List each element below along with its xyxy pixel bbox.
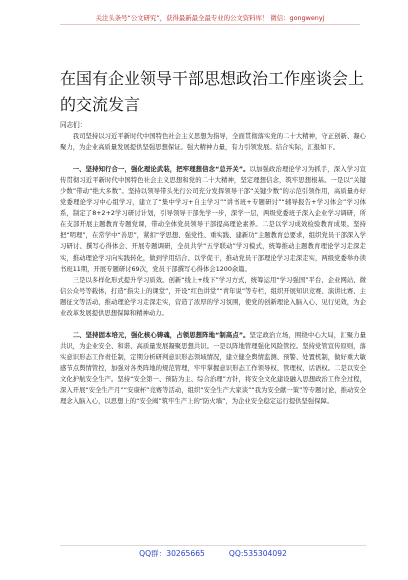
body-paragraph-section-1: 一、坚持知行合一，强化理论武装，把牢理想信念“总开关”。以加强政治理论学习为抓手，深入学习宣传贯彻习近平新时代中国特色社会主义思想和党的二十大精神，坚定理想信念，筑牢思想根基。一是以“关键少数”带动“绝大多数”。坚持以领导带头先行公司充分发挥领导干部“关键少数”的示范引领作用，高质量办好党委理论学习中心组学习，建立了“集中学习+自主学习”“讲书班+专题研讨”“辅导报告+学习体会”学习体系，制定了8+2+2学习研讨计划，引导领导干部先学一步，深学一层，两级党委班子深入企业学习调研，所在支部开展主题教育专题党课，带动全体党员领导干部提高理论素养。二是以学习成效检验教育成果。坚持把“明理”，在常学中“善思”，紧扣“学思想、强党性、重实践、建新功”主题教育总要求，组织党员干部深入学习研讨、撰写心得体会、开展专题调研，全员共学“五学联动”学习模式，统筹推动主题教育理论学习走深走实，推动理论学习向实践转化，做到学用结合、以学促干，推动党员干部理论学习走深走实，两级党委举办读书班11期，开展专题研讨69次，党员干部撰写心得体会1200余篇。 — [60, 166, 366, 273]
qq-group-text: QQ群：30265665 — [139, 549, 205, 558]
promo-banner: 关注头条号“公文研究”，获得最新最全最专业的公文资料库！ 微信：gongwenyj — [60, 12, 360, 25]
document-title: 在国有企业领导干部思想政治工作座谈会上的交流发言 — [60, 69, 365, 114]
qq-contact-text: QQ:535304092 — [228, 549, 287, 558]
body-paragraph-intro: 我司坚持以习近平新时代中国特色社会主义思想为指导，全面贯彻落实党的二十大精神，守正创新、凝心聚力，为企业高质量发展提供坚强思想保证。强大精神力量，有力引领发展。结合实际，汇报如下。 — [60, 133, 366, 152]
section-2-heading: 二、坚持固本培元，强化核心铸魂，占领思想阵地“制高点”。 — [72, 331, 250, 339]
body-paragraph-section-1-cont: 三是以多样化形式提升学习质效。创新“线上+线下”学习方式，统筹运用“学习强国”平台、企业网站、微信公众号等载体，打造“指尖上的课堂”，开设“红色讲堂”“青年说”等专栏，组织开展知识竞赛、演讲比赛、主题征文等活动，推动理论学习走深走实，营造了浓厚的学习氛围，使党的创新理论入脑入心、见行见效，为企业改革发展提供思想保障和精神动力。 — [60, 276, 366, 317]
contact-footer — [60, 545, 366, 561]
document-body — [60, 131, 366, 407]
salutation: 同志们： — [60, 121, 87, 129]
body-paragraph-section-2: 二、坚持固本培元，强化核心铸魂，占领思想阵地“制高点”。坚定政治立场，围绕中心大局，汇聚力量共识，为企业安全、和谐、高质量发展凝聚思想共识。一是以阵地管理强化风险管控。坚持党管宣传原则，落实意识形态工作责任制，定期分析研判意识形态领域情况，建立健全舆情监测、预警、处置机制，做好重大敏感节点舆情管控，加强对各类阵地的规范管理，牢牢掌握意识形态工作领导权、管理权、话语权。二是以安全文化护航安全生产。坚持“安全第一、预防为主、综合治理”方针，将安全文化建设融入思想政治工作全过程，深入开展“安全生产月”“安康杯”竞赛等活动，组织“安全生产大家谈”“我为安全献一策”等专题讨论，推动安全理念入脑入心，以思想上的“安全阀”筑牢生产上的“防火墙”，为企业安全稳定运行提供坚强保障。 — [60, 331, 366, 406]
section-1-heading: 一、坚持知行合一，强化理论武装，把牢理想信念“总开关”。 — [72, 166, 250, 174]
